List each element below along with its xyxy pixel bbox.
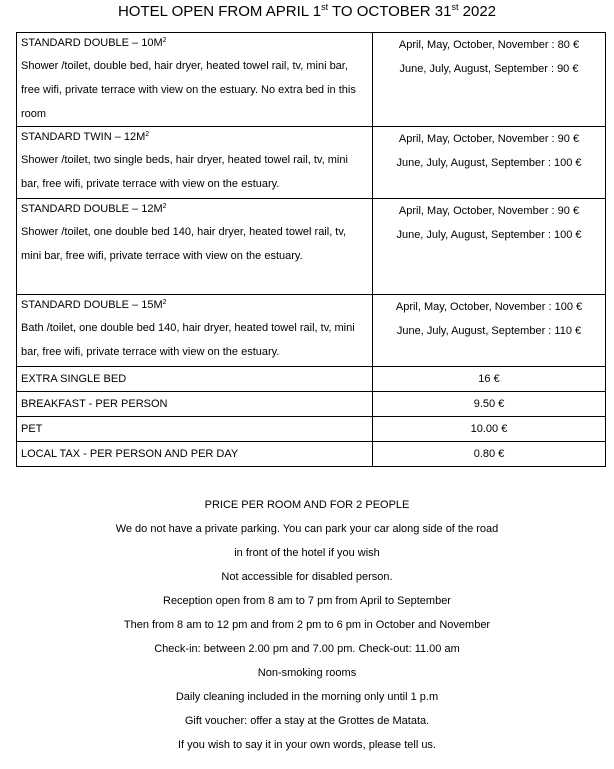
- title-ordinal-2: st: [451, 2, 459, 12]
- extra-row: [17, 367, 606, 392]
- extra-price: 10.00 €: [373, 417, 606, 442]
- room-name-text: STANDARD DOUBLE – 10M: [21, 37, 163, 49]
- extra-label: LOCAL TAX - PER PERSON AND PER DAY: [17, 442, 373, 467]
- price-high-season: June, July, August, September : 110 €: [396, 325, 582, 337]
- room-prices-cell: [373, 127, 606, 199]
- title-text-end: 2022: [458, 3, 497, 20]
- note-line: Gift voucher: offer a stay at the Grottes de Matata.: [184, 715, 430, 727]
- room-name-text: STANDARD TWIN – 12M: [21, 131, 146, 143]
- price-high-season: June, July, August, September : 100 €: [396, 229, 582, 241]
- note-line: Check-in: between 2.00 pm and 7.00 pm. Check-out: 11.00 am: [154, 643, 460, 655]
- note-line: Not accessible for disabled person.: [221, 571, 393, 583]
- price-high-season: June, July, August, September : 100 €: [396, 157, 582, 169]
- room-name-superscript: 2: [162, 299, 167, 306]
- room-info-cell: [17, 33, 373, 127]
- price-low-season: April, May, October, November : 90 €: [398, 133, 580, 145]
- note-line: Reception open from 8 am to 7 pm from April to September: [163, 595, 451, 607]
- price-low-season: April, May, October, November : 90 €: [398, 205, 580, 217]
- room-name: [21, 33, 368, 54]
- page-title: [0, 2, 614, 22]
- note-line: If you wish to say it in your own words, please tell us.: [177, 739, 436, 751]
- room-name: [21, 199, 368, 220]
- room-row: [17, 199, 606, 295]
- room-name-superscript: 2: [162, 203, 167, 210]
- room-name-superscript: 2: [162, 37, 167, 44]
- title-text-start: HOTEL OPEN FROM APRIL 1: [117, 3, 322, 20]
- room-info-cell: [17, 127, 373, 199]
- extra-label: EXTRA SINGLE BED: [17, 367, 373, 392]
- extra-price: 16 €: [373, 367, 606, 392]
- note-line: in front of the hotel if you wish: [234, 547, 380, 559]
- title-text-middle: TO OCTOBER 31: [328, 3, 452, 20]
- extra-label: PET: [17, 417, 373, 442]
- room-prices-cell: [373, 199, 606, 295]
- extra-label: BREAKFAST - PER PERSON: [17, 392, 373, 417]
- note-line: Then from 8 am to 12 pm and from 2 pm to 6 pm in October and November: [123, 619, 491, 631]
- extra-row: [17, 392, 606, 417]
- room-name-text: STANDARD DOUBLE – 12M: [21, 203, 163, 215]
- price-high-season: June, July, August, September : 90 €: [399, 63, 579, 75]
- room-description: Shower /toilet, two single beds, hair dryer, heated towel rail, tv, mini bar, free wifi, private terrace with view on the estuary.: [21, 154, 348, 190]
- room-prices-cell: [373, 295, 606, 367]
- room-row: [17, 295, 606, 367]
- extra-row: [17, 417, 606, 442]
- rates-table: [16, 32, 606, 467]
- room-description: Shower /toilet, double bed, hair dryer, heated towel rail, tv, mini bar, free wifi, private terrace with view on the estuary. No extra bed in this room: [21, 60, 356, 120]
- extra-price: 0.80 €: [373, 442, 606, 467]
- note-line: Daily cleaning included in the morning only until 1 p.m: [175, 691, 439, 703]
- note-line: Non-smoking rooms: [257, 667, 357, 679]
- price-low-season: April, May, October, November : 80 €: [398, 39, 580, 51]
- room-info-cell: [17, 199, 373, 295]
- note-line: PRICE PER ROOM AND FOR 2 PEOPLE: [204, 499, 410, 511]
- note-line: We do not have a private parking. You can park your car along side of the road: [115, 523, 499, 535]
- room-name: [21, 127, 368, 148]
- room-row: [17, 33, 606, 127]
- room-name: [21, 295, 368, 316]
- extra-price: 9.50 €: [373, 392, 606, 417]
- room-name-text: STANDARD DOUBLE – 15M: [21, 299, 163, 311]
- hotel-notes: [0, 493, 614, 757]
- price-low-season: April, May, October, November : 100 €: [395, 301, 583, 313]
- room-description: Bath /toilet, one double bed 140, hair dryer, heated towel rail, tv, mini bar, free wifi, private terrace with view on the estuary.: [21, 322, 355, 358]
- room-row: [17, 127, 606, 199]
- room-info-cell: [17, 295, 373, 367]
- room-name-superscript: 2: [145, 131, 150, 138]
- extra-row: [17, 442, 606, 467]
- room-description: Shower /toilet, one double bed 140, hair dryer, heated towel rail, tv, mini bar, free wifi, private terrace with view on the estuary.: [21, 226, 347, 262]
- title-ordinal-1: st: [321, 2, 329, 12]
- room-prices-cell: [373, 33, 606, 127]
